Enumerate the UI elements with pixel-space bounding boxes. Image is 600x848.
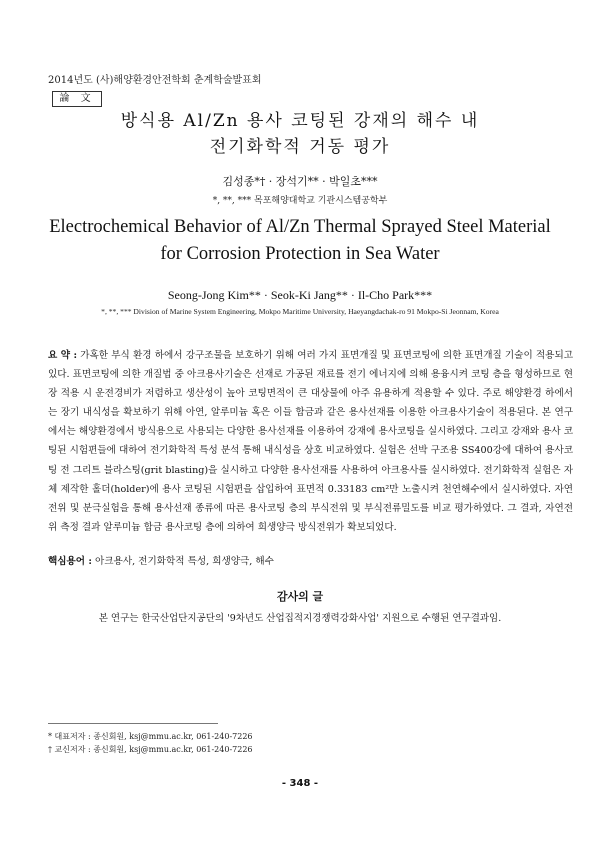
footnote-corresponding-author: * 대표저자 : 종신회원, ksj@mmu.ac.kr, 061-240-7226 bbox=[48, 732, 253, 741]
korean-affiliation: *, **, *** 목포해양대학교 기관시스템공학부 bbox=[212, 196, 388, 206]
acknowledgement-text: 본 연구는 한국산업단지공단의 '9차년도 산업집적지경쟁력강화사업' 지원으로 수행된 연구결과임. bbox=[98, 613, 502, 624]
keywords bbox=[48, 553, 573, 567]
english-title-line2: for Corrosion Protection in Sea Water bbox=[160, 244, 440, 264]
abstract-label: 요 약 : bbox=[48, 350, 78, 361]
page-number: - 348 - bbox=[281, 778, 319, 789]
footnote-lead-author: † 교신저자 : 종신회원, ksj@mmu.ac.kr, 061-240-7226 bbox=[48, 745, 253, 754]
english-authors: Seong-Jong Kim** · Seok-Ki Jang** · Il-Cho Park*** bbox=[167, 288, 433, 302]
conference-name: 2014년도 (사)해양환경안전학회 춘계학술발표회 bbox=[48, 75, 262, 86]
keywords-text: 아크용사, 전기화학적 특성, 희생양극, 해수 bbox=[95, 556, 274, 567]
paper-type-label: 論 文 bbox=[52, 91, 102, 107]
abstract-text: 가혹한 부식 환경 하에서 강구조물을 보호하기 위해 여러 가지 표면개질 및 표면코팅에 의한 표면개질 기술이 적용되고 있다. 표면코팅에 의한 개질법 중 아크용사기술은 선재로 가공된 재료를 전기 에너지에 의해 용융시켜 코팅 층을 형성하므로 현장 적용 시 운전경비가 저렴하고 생산성이 높아 코팅면적이 큰 대상물에 아주 유용하게 적용할 수 있다. 주로 해양환경 하에서는 장기 내식성을 확보하기 위해 아연, 알루미늄 혹은 이들 합금과 같은 용사선재를 이용한 아크용사기술이 적용된다. 본 연구에서는 해양환경에서 방식용으로 사용되는 다양한 용사선재를 이용하여 강재에 용사코팅을 실시하였다. 그리고 강재와 용사 코팅된 시험편들에 대하여 전기화학적 특성 분석 통해 내식성을 상호 비교하였다. 실험은 선박 구조용 SS400강에 대하여 용사코팅 전 그리트 블라스팅(grit blasting)을 실시하고 다양한 용사선재를 사용하여 아크용사를 실시하였다. 전기화학적 실험은 자체 제작한 홀더(holder)에 용사 코팅된 시험편을 삽입하여 표면적 0.33183 cm²만 노출시켜 천연해수에서 실시하였다. 자연전위 및 분극실험을 통해 용사선재 종류에 따른 용사코팅 층의 부식전위 및 부식전류밀도를 비교 평가하였다. 그 결과, 자연전위 측정 결과 알루미늄 합금 용사코팅 층에 의하여 희생양극 방식전위가 확보되었다. bbox=[48, 350, 573, 533]
abstract bbox=[48, 346, 573, 537]
footnote-divider bbox=[48, 723, 218, 724]
keywords-label: 핵심용어 : bbox=[48, 556, 92, 567]
korean-title-line1: 방식용 Al/Zn 용사 코팅된 강재의 해수 내 bbox=[120, 111, 480, 131]
korean-authors: 김성종*† · 장석기** · 박일초*** bbox=[222, 175, 378, 188]
english-title-line1: Electrochemical Behavior of Al/Zn Thermal Sprayed Steel Material bbox=[49, 217, 551, 237]
english-affiliation: *, **, *** Division of Marine System Engineering, Mokpo Maritime University, Haeyangdachak-ro 91 Mokpo-Si Jeonnam, Korea bbox=[101, 307, 499, 316]
acknowledgement-title: 감사의 글 bbox=[276, 590, 324, 603]
korean-title-line2: 전기화학적 거동 평가 bbox=[209, 137, 391, 157]
